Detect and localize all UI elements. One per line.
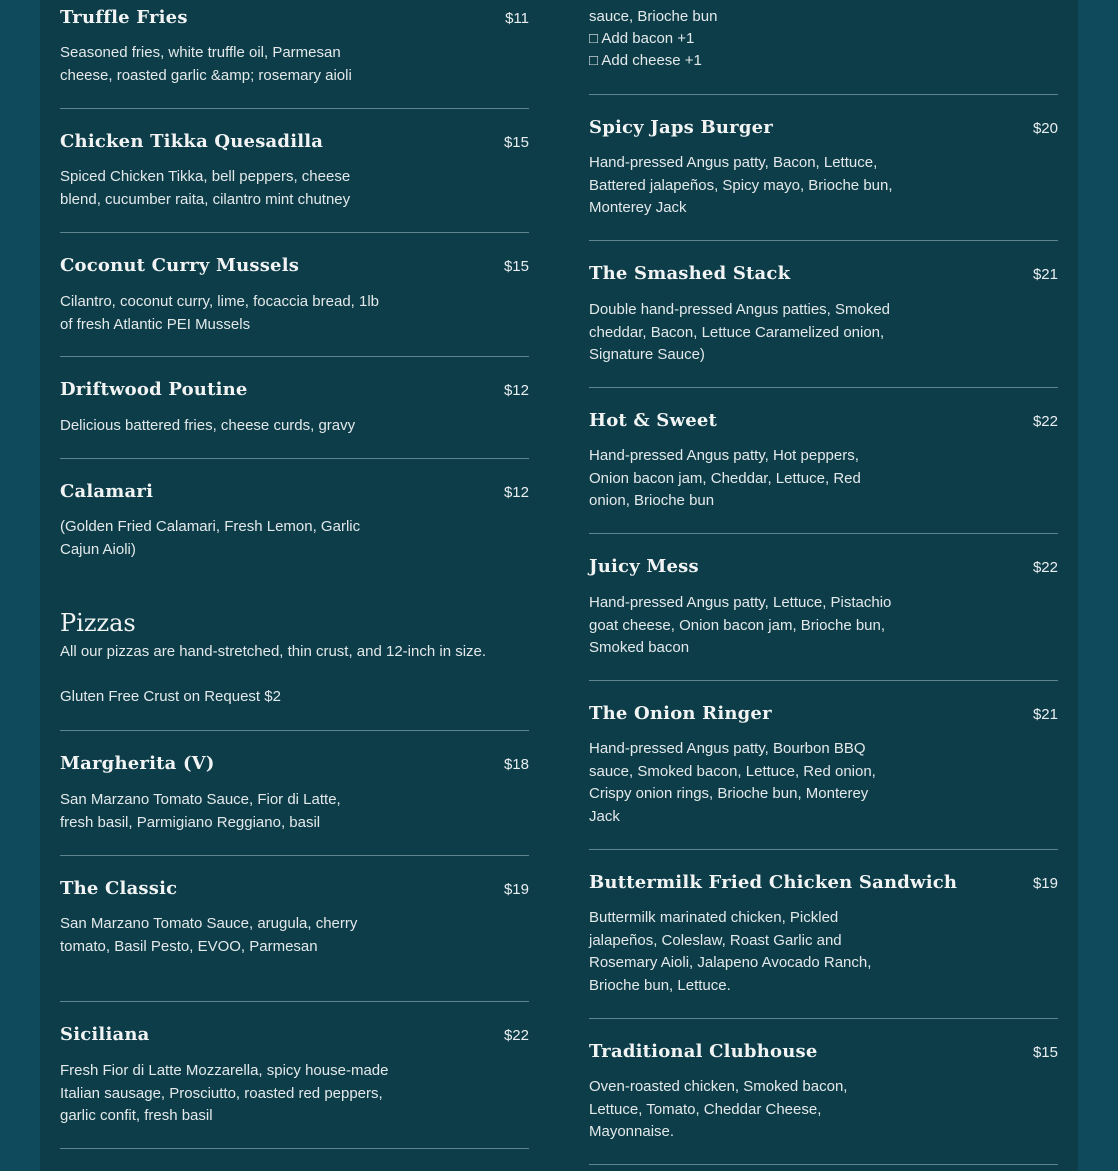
item-price: $19 [1032, 875, 1058, 892]
item-price: $22 [1032, 559, 1058, 576]
divider [60, 1001, 529, 1002]
item-price: $18 [503, 756, 529, 773]
item-name: Siciliana [60, 1024, 150, 1045]
item-name: Calamari [60, 481, 154, 502]
item-price: $11 [505, 10, 529, 27]
item-name: Truffle Fries [60, 7, 188, 28]
divider [60, 855, 529, 856]
divider [589, 1018, 1058, 1019]
item-price: $15 [503, 258, 529, 275]
item-name: Coconut Curry Mussels [60, 255, 300, 276]
item-description-continued: sauce, Brioche bun [589, 8, 718, 25]
addon-cheese: □ Add cheese +1 [589, 52, 702, 69]
item-description: Delicious battered fries, cheese curds, gravy [60, 417, 356, 434]
item-name: The Classic [60, 878, 178, 899]
item-price: $22 [1032, 413, 1058, 430]
divider [589, 240, 1058, 241]
item-price: $12 [503, 484, 529, 501]
divider [589, 533, 1058, 534]
divider [60, 356, 529, 357]
item-description: Hand-pressed Angus patty, Hot peppers, Onion bacon jam, Cheddar, Lettuce, Red onion, Brioche bun [589, 447, 861, 509]
item-description: Hand-pressed Angus patty, Lettuce, Pistachio goat cheese, Onion bacon jam, Brioche bun, Smoked bacon [589, 594, 892, 656]
item-name: Traditional Clubhouse [589, 1041, 818, 1062]
divider [589, 94, 1058, 95]
item-name: Hot & Sweet [589, 410, 718, 431]
item-description: Hand-pressed Angus patty, Bacon, Lettuce, Battered jalapeños, Spicy mayo, Brioche bun, Monterey Jack [589, 154, 893, 216]
item-name: Margherita (V) [60, 753, 215, 774]
item-name: Buttermilk Fried Chicken Sandwich [589, 872, 958, 893]
item-price: $20 [1032, 120, 1058, 137]
item-description: Spiced Chicken Tikka, bell peppers, cheese blend, cucumber raita, cilantro mint chutney [60, 168, 351, 208]
item-description: Buttermilk marinated chicken, Pickled jalapeños, Coleslaw, Roast Garlic and Rosemary Aioli, Jalapeno Avocado Ranch, Brioche bun, Lettuce. [589, 909, 872, 994]
item-price: $21 [1032, 706, 1058, 723]
divider [589, 1164, 1058, 1165]
item-name: Driftwood Poutine [60, 379, 248, 400]
item-name: Spicy Japs Burger [589, 117, 773, 138]
item-description: Seasoned fries, white truffle oil, Parmesan cheese, roasted garlic &amp; rosemary aioli [60, 44, 352, 84]
section-title: Pizzas [60, 609, 136, 637]
divider [60, 730, 529, 731]
divider [589, 680, 1058, 681]
divider [60, 232, 529, 233]
divider [60, 1148, 529, 1149]
item-name: The Onion Ringer [589, 703, 772, 724]
item-name: The Smashed Stack [589, 263, 791, 284]
divider [589, 387, 1058, 388]
item-description: San Marzano Tomato Sauce, arugula, cherry tomato, Basil Pesto, EVOO, Parmesan [60, 915, 358, 955]
item-description: (Golden Fried Calamari, Fresh Lemon, Garlic Cajun Aioli) [60, 518, 361, 558]
item-price: $12 [503, 382, 529, 399]
item-description: Cilantro, coconut curry, lime, focaccia bread, 1lb of fresh Atlantic PEI Mussels [60, 293, 380, 333]
divider [60, 458, 529, 459]
item-description: Oven-roasted chicken, Smoked bacon, Lettuce, Tomato, Cheddar Cheese, Mayonnaise. [589, 1078, 848, 1140]
item-name: Chicken Tikka Quesadilla [60, 131, 324, 152]
item-price: $21 [1032, 266, 1058, 283]
item-price: $19 [503, 881, 529, 898]
addon-bacon: □ Add bacon +1 [589, 30, 695, 47]
item-description: Hand-pressed Angus patty, Bourbon BBQ sauce, Smoked bacon, Lettuce, Red onion, Crispy onion rings, Brioche bun, Monterey Jack [589, 740, 876, 825]
item-price: $22 [503, 1027, 529, 1044]
item-description: Double hand-pressed Angus patties, Smoked cheddar, Bacon, Lettuce Caramelized onion, Signature Sauce) [589, 301, 891, 363]
item-description: Fresh Fior di Latte Mozzarella, spicy house-made Italian sausage, Prosciutto, roasted red peppers, garlic confit, fresh basil [60, 1062, 389, 1124]
section-note: All our pizzas are hand-stretched, thin crust, and 12-inch in size. [60, 643, 487, 660]
item-description: San Marzano Tomato Sauce, Fior di Latte, fresh basil, Parmigiano Reggiano, basil [60, 791, 341, 831]
item-price: $15 [503, 134, 529, 151]
item-name: Juicy Mess [589, 556, 699, 577]
item-price: $15 [1032, 1044, 1058, 1061]
section-gluten-note: Gluten Free Crust on Request $2 [60, 688, 281, 705]
divider [589, 849, 1058, 850]
divider [60, 108, 529, 109]
